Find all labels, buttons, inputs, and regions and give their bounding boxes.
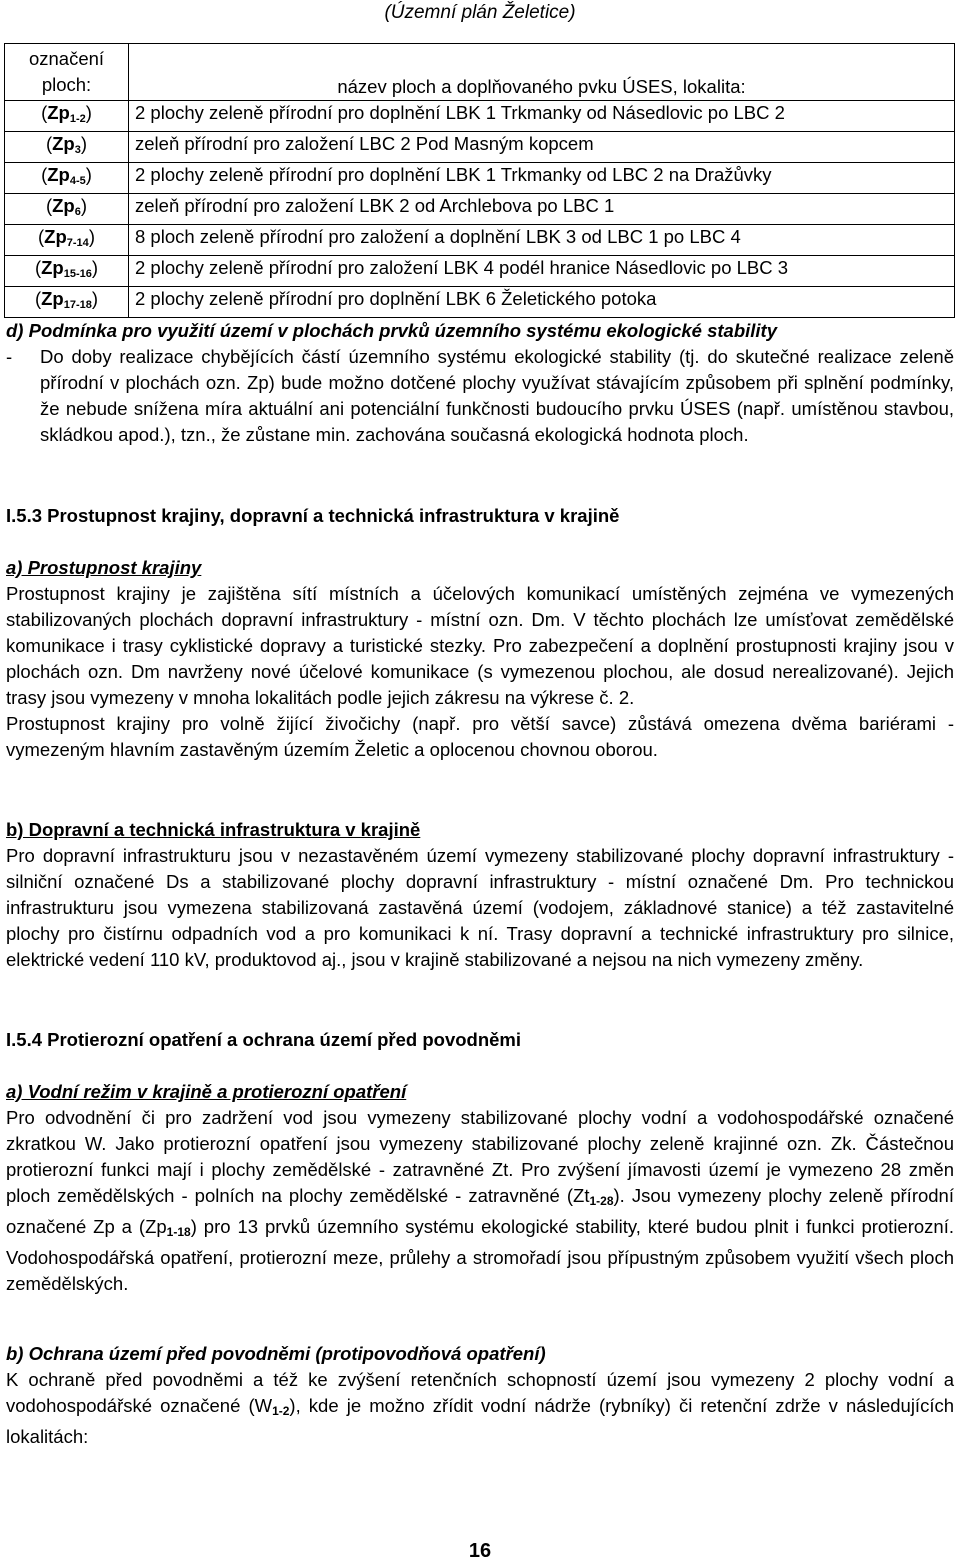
section-153b (6, 817, 954, 973)
section-154a-heading: a) Vodní režim v krajině a protierozní opatření (6, 1081, 407, 1102)
row-code-sub: 3 (74, 144, 81, 156)
column-header-name: název ploch a doplňovaného pvku ÚSES, lokalita: (129, 44, 955, 101)
page-number: 16 (468, 1540, 492, 1562)
row-code: Zp (41, 257, 64, 278)
row-name: 2 plochy zeleně přírodní pro doplnění LBK 1 Trkmanky od Násedlovic po LBC 2 (129, 101, 955, 132)
section-154b-heading: b) Ochrana území před povodněmi (protipovodňová opatření) (6, 1343, 546, 1364)
section-153-heading: I.5.3 Prostupnost krajiny, dopravní a technická infrastruktura v krajině (6, 505, 620, 526)
row-name: 2 plochy zeleně přírodní pro doplnění LBK 1 Trkmanky od LBC 2 na Dražůvky (129, 163, 955, 194)
section-153a (6, 555, 954, 763)
section-154a-paragraph: Pro odvodnění či pro zadržení vod jsou vymezeny stabilizované plochy vodní a vodohospodářské označené zkratkou W. Jako protierozní opatření jsou vymezeny stabilizované plochy zeleně krajinné ozn. Zk. Částečnou protierozní funkci mají i plochy zemědělské - zatravněné Zt. Pro zvýšení jímavosti území je vymezeno 28 změn ploch zemědělských - polních na plochy zemědělské - zatravněné $(Zt_{1-28})$. Jsou vymezeny plochy zeleně přírodní označené Zp a $(Zp_{1-18})$ pro 13 prvků územního systému ekologické stability, které budou plnit i funkci protierozní. Vodohospodářská opatření, protierozní meze, průlehy a stromořadí jsou přípustným způsobem využití všech ploch zemědělských. (6, 1107, 954, 1294)
table-row: $(Zp_{17-18})$ 2 plochy zeleně přírodní pro doplnění LBK 6 Želetického potoka (5, 287, 955, 318)
section-153b-heading: b) Dopravní a technická infrastruktura v krajině (6, 819, 421, 840)
column-header-code: označení ploch: (5, 44, 129, 101)
row-code: Zp (44, 226, 67, 247)
section-154b (6, 1341, 954, 1450)
table-row: $(Zp_{15-16})$ 2 plochy zeleně přírodní pro založení LBK 4 podél hranice Násedlovic po LBC 3 (5, 256, 955, 287)
section-d (6, 318, 954, 448)
section-154-heading: I.5.4 Protierozní opatření a ochrana území před povodněmi (6, 1029, 522, 1050)
row-name: zeleň přírodní pro založení LBC 2 Pod Masným kopcem (129, 132, 955, 163)
section-153a-heading: a) Prostupnost krajiny (6, 557, 202, 578)
row-code: Zp (47, 164, 70, 185)
section-d-heading: d) Podmínka pro využití území v plochách prvků územního systému ekologické stability (6, 320, 778, 341)
table-header-row (5, 44, 955, 101)
document-header: (Územní plán Želetice) (384, 2, 576, 23)
table-row: $(Zp_{4-5})$ 2 plochy zeleně přírodní pro doplnění LBK 1 Trkmanky od LBC 2 na Dražůvky (5, 163, 955, 194)
table-row: $(Zp_{7-14})$ 8 ploch zeleně přírodní pro založení a doplnění LBK 3 od LBC 1 po LBC 4 (5, 225, 955, 256)
zp-table (4, 43, 955, 318)
table-row: $(Zp_{1-2})$ 2 plochy zeleně přírodní pro doplnění LBK 1 Trkmanky od Násedlovic po LBC 2 (5, 101, 955, 132)
list-dash: - (6, 346, 13, 367)
row-code-sub: 4-5 (69, 175, 86, 187)
section-d-text: Do doby realizace chybějících částí územního systému ekologické stability (tj. do skutečné realizace zeleně přírodní v plochách ozn. Zp) bude možno dotčené plochy využívat stávajícím způsobem při splnění podmínky, že nebude snížena míra aktuální ani potenciální funkčnosti budoucího prvku ÚSES (např. umístěnou stavbou, skládkou apod.), tzn., že zůstane min. zachována současná ekologická hodnota ploch. (40, 346, 954, 445)
section-154b-paragraph: K ochraně před povodněmi a též ke zvýšení retenčních schopností území jsou vymezeny 2 plochy vodní a vodohospodářské označené $(W_{1-2})$, kde je možno zřídit vodní nádrže (rybníky) či retenční zdrže v následujících lokalitách: (6, 1369, 954, 1447)
row-code-sub: 7-14 (66, 237, 89, 249)
row-code-sub: 6 (74, 206, 81, 218)
row-name: 2 plochy zeleně přírodní pro založení LBK 4 podél hranice Násedlovic po LBC 3 (129, 256, 955, 287)
row-name: zeleň přírodní pro založení LBK 2 od Archlebova po LBC 1 (129, 194, 955, 225)
row-code: Zp (41, 288, 64, 309)
section-153a-paragraph-2: Prostupnost krajiny pro volně žijící živočichy (např. pro větší savce) zůstává omezena dvěma bariérami - vymezeným hlavním zastavěným územím Želetic a oplocenou chovnou oborou. (6, 713, 954, 760)
section-154a (6, 1079, 954, 1297)
row-code-sub: 15-16 (63, 268, 92, 280)
section-153b-paragraph: Pro dopravní infrastrukturu jsou v nezastavěném území vymezeny stabilizované plochy dopravní infrastruktury - silniční označené Ds a stabilizované plochy dopravní infrastruktury - místní označené Dm. Pro technickou infrastrukturu jsou vymezena stabilizovaná zastavěná území (vodojem, základnové stanice) a též zastavitelné plochy pro čistírnu odpadních vod a pro komunikaci k ní. Trasy dopravní a technické infrastruktury pro silnice, elektrické vedení 110 kV, produktovod aj., jsou v krajině stabilizované a nejsou na nich vymezeny změny. (6, 845, 954, 970)
row-code: Zp (52, 133, 75, 154)
row-code-sub: 17-18 (63, 299, 92, 311)
table-row: $(Zp_3)$ zeleň přírodní pro založení LBC 2 Pod Masným kopcem (5, 132, 955, 163)
section-153a-paragraph-1: Prostupnost krajiny je zajištěna sítí místních a účelových komunikací umístěných zejména ve vymezených stabilizovaných plochách dopravní infrastruktury - místní ozn. Dm. V těchto plochách lze umísťovat zemědělské komunikace i trasy cyklistické dopravy a turistické stezky. Pro zabezpečení a doplnění prostupnosti krajiny jsou v plochách ozn. Dm navrženy nové účelové komunikace (s vymezenou plochou, ale dosud nerealizované). Jejich trasy jsou vymezeny v mnoha lokalitách podle jejich zákresu na výkrese č. 2. (6, 583, 954, 708)
row-name: 2 plochy zeleně přírodní pro doplnění LBK 6 Želetického potoka (129, 287, 955, 318)
row-code: Zp (47, 102, 70, 123)
row-code: Zp (52, 195, 75, 216)
row-code-sub: 1-2 (69, 113, 86, 125)
table-row: $(Zp_6)$ zeleň přírodní pro založení LBK 2 od Archlebova po LBC 1 (5, 194, 955, 225)
row-name: 8 ploch zeleně přírodní pro založení a doplnění LBK 3 od LBC 1 po LBC 4 (129, 225, 955, 256)
